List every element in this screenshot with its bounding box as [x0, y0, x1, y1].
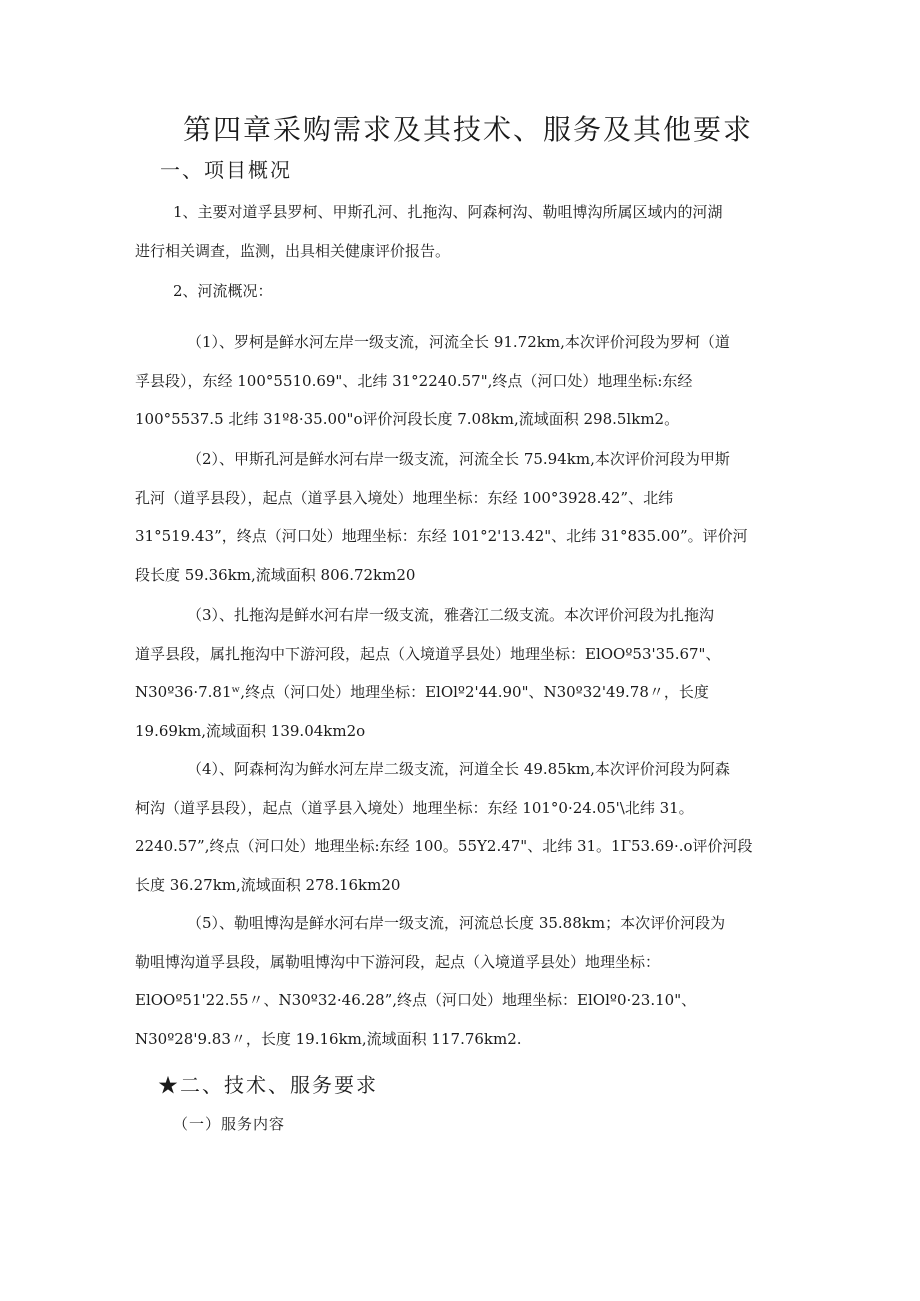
paragraph-line: 段长度 59.36km,流域面积 806.72km20	[135, 565, 416, 584]
paragraph-line: 1、主要对道孚县罗柯、甲斯孔河、扎拖沟、阿森柯沟、勒咀博沟所属区域内的河湖	[173, 203, 723, 221]
river-5-paragraph	[135, 904, 787, 1058]
paragraph-line: （5）、勒咀博沟是鲜水河右岸一级支流，河流总长度 35.88km；本次评价河段为	[187, 914, 726, 932]
paragraph-line: N30º36·7.81ʷ,终点（河口处）地理坐标：ElOlº2'44.90"、N30º32'49.78〃，长度	[135, 683, 709, 701]
paragraph-line: ElOOº51'22.55〃、N30º32·46.28”,终点（河口处）地理坐标：ElOlº0·23.10"、	[135, 991, 697, 1009]
section-heading-technical-requirements: ★二、技术、服务要求	[158, 1073, 378, 1097]
paragraph-line: 19.69km,流域面积 139.04km2o	[135, 721, 366, 740]
river-2-paragraph	[135, 440, 787, 594]
paragraph-line: （3）、扎拖沟是鲜水河右岸一级支流，雅砻江二级支流。本次评价河段为扎拖沟	[187, 606, 715, 624]
paragraph-line: （4）、阿森柯沟为鲜水河左岸二级支流，河道全长 49.85km,本次评价河段为阿森	[187, 760, 730, 778]
paragraph-line: 勒咀博沟道孚县段，属勒咀博沟中下游河段，起点（入境道孚县处）地理坐标：	[135, 952, 661, 971]
item-2-label: 2、河流概况：	[173, 282, 273, 300]
section-heading-project-overview: 一、项目概况	[160, 158, 292, 182]
river-4-paragraph	[135, 750, 787, 904]
paragraph-line: （2）、甲斯孔河是鲜水河右岸一级支流，河流全长 75.94km,本次评价河段为甲斯	[187, 450, 730, 468]
paragraph-line: 柯沟（道孚县段），起点（道孚县入境处）地理坐标：东经 101°0·24.05'\北纬 31。	[135, 798, 694, 817]
paragraph-line: 长度 36.27km,流域面积 278.16km20	[135, 875, 401, 894]
paragraph-line: （1）、罗柯是鲜水河左岸一级支流，河流全长 91.72km,本次评价河段为罗柯（道	[187, 333, 730, 351]
paragraph-line: 孔河（道孚县段），起点（道孚县入境处）地理坐标：东经 100°3928.42”、北纬	[135, 488, 674, 507]
river-3-paragraph	[135, 596, 787, 750]
paragraph-line: 31°519.43”，终点（河口处）地理坐标：东经 101°2'13.42"、北纬 31°835.00”。评价河	[135, 527, 748, 545]
item-1-paragraph	[135, 193, 787, 270]
paragraph-line: 100°5537.5 北纬 31º8·35.00"o评价河段长度 7.08km,流域面积 298.5lkm2。	[135, 410, 680, 428]
paragraph-line: 2240.57”,终点（河口处）地理坐标:东经 100。55Y2.47"、北纬 31。1Γ53.69·.o评价河段	[135, 837, 753, 855]
paragraph-line: N30º28'9.83〃，长度 19.16km,流域面积 117.76km2.	[135, 1029, 522, 1048]
paragraph-line: 道孚县段，属扎拖沟中下游河段，起点（入境道孚县处）地理坐标：ElOOº53'35.67"、	[135, 644, 721, 663]
river-1-paragraph	[135, 323, 787, 439]
paragraph-line: 进行相关调查，监测，出具相关健康评价报告。	[135, 241, 451, 260]
chapter-title: 第四章采购需求及其技术、服务及其他要求	[183, 113, 754, 146]
subsection-heading-service-content: （一）服务内容	[173, 1115, 286, 1133]
paragraph-line: 孚县段），东经 100°5510.69"、北纬 31°2240.57",终点（河口处）地理坐标:东经	[135, 371, 693, 390]
